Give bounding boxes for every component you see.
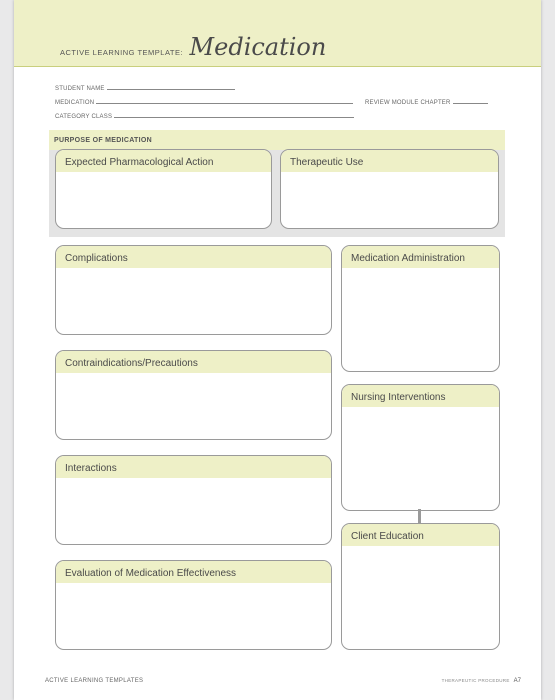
therapeutic-use-heading: Therapeutic Use: [281, 150, 498, 172]
interactions-heading: Interactions: [56, 456, 331, 478]
client-education-heading: Client Education: [342, 524, 499, 546]
nursing-interventions-heading: Nursing Interventions: [342, 385, 499, 407]
student-name-line[interactable]: [107, 84, 235, 90]
review-module-chapter-field: [365, 98, 488, 106]
interactions-box[interactable]: [55, 455, 332, 545]
review-module-chapter-label: REVIEW MODULE CHAPTER: [365, 100, 451, 106]
complications-box[interactable]: [55, 245, 332, 335]
expected-action-box[interactable]: [55, 149, 272, 229]
nursing-interventions-box[interactable]: [341, 384, 500, 511]
connector-line: [418, 509, 421, 524]
page-number: A7: [513, 678, 521, 684]
category-class-line[interactable]: [114, 112, 354, 118]
header-main-title: Medication: [189, 33, 327, 61]
evaluation-heading: Evaluation of Medication Effectiveness: [56, 561, 331, 583]
contraindications-box[interactable]: [55, 350, 332, 440]
medication-label: MEDICATION: [55, 100, 95, 106]
category-class-label: CATEGORY CLASS: [55, 114, 113, 120]
student-name-label: STUDENT NAME: [55, 86, 105, 92]
category-class-field: [55, 112, 354, 120]
footer-right: [442, 678, 521, 684]
client-education-box[interactable]: [341, 523, 500, 650]
footer-left-label: ACTIVE LEARNING TEMPLATES: [45, 678, 144, 684]
page-title: [60, 33, 326, 61]
contraindications-heading: Contraindications/Precautions: [56, 351, 331, 373]
complications-heading: Complications: [56, 246, 331, 268]
medication-field: [55, 98, 353, 106]
evaluation-box[interactable]: [55, 560, 332, 650]
review-module-chapter-line[interactable]: [453, 98, 488, 104]
header-prefix: ACTIVE LEARNING TEMPLATE:: [60, 48, 184, 57]
medication-administration-heading: Medication Administration: [342, 246, 499, 268]
worksheet-page: [14, 0, 541, 700]
footer-section-label: THERAPEUTIC PROCEDURE: [441, 678, 510, 683]
medication-line[interactable]: [96, 98, 353, 104]
header-band: [14, 0, 541, 67]
student-name-field: [55, 84, 235, 92]
therapeutic-use-box[interactable]: [280, 149, 499, 229]
expected-action-heading: Expected Pharmacological Action: [56, 150, 271, 172]
purpose-header: [49, 130, 505, 150]
medication-administration-box[interactable]: [341, 245, 500, 372]
purpose-label: PURPOSE OF MEDICATION: [54, 137, 152, 144]
